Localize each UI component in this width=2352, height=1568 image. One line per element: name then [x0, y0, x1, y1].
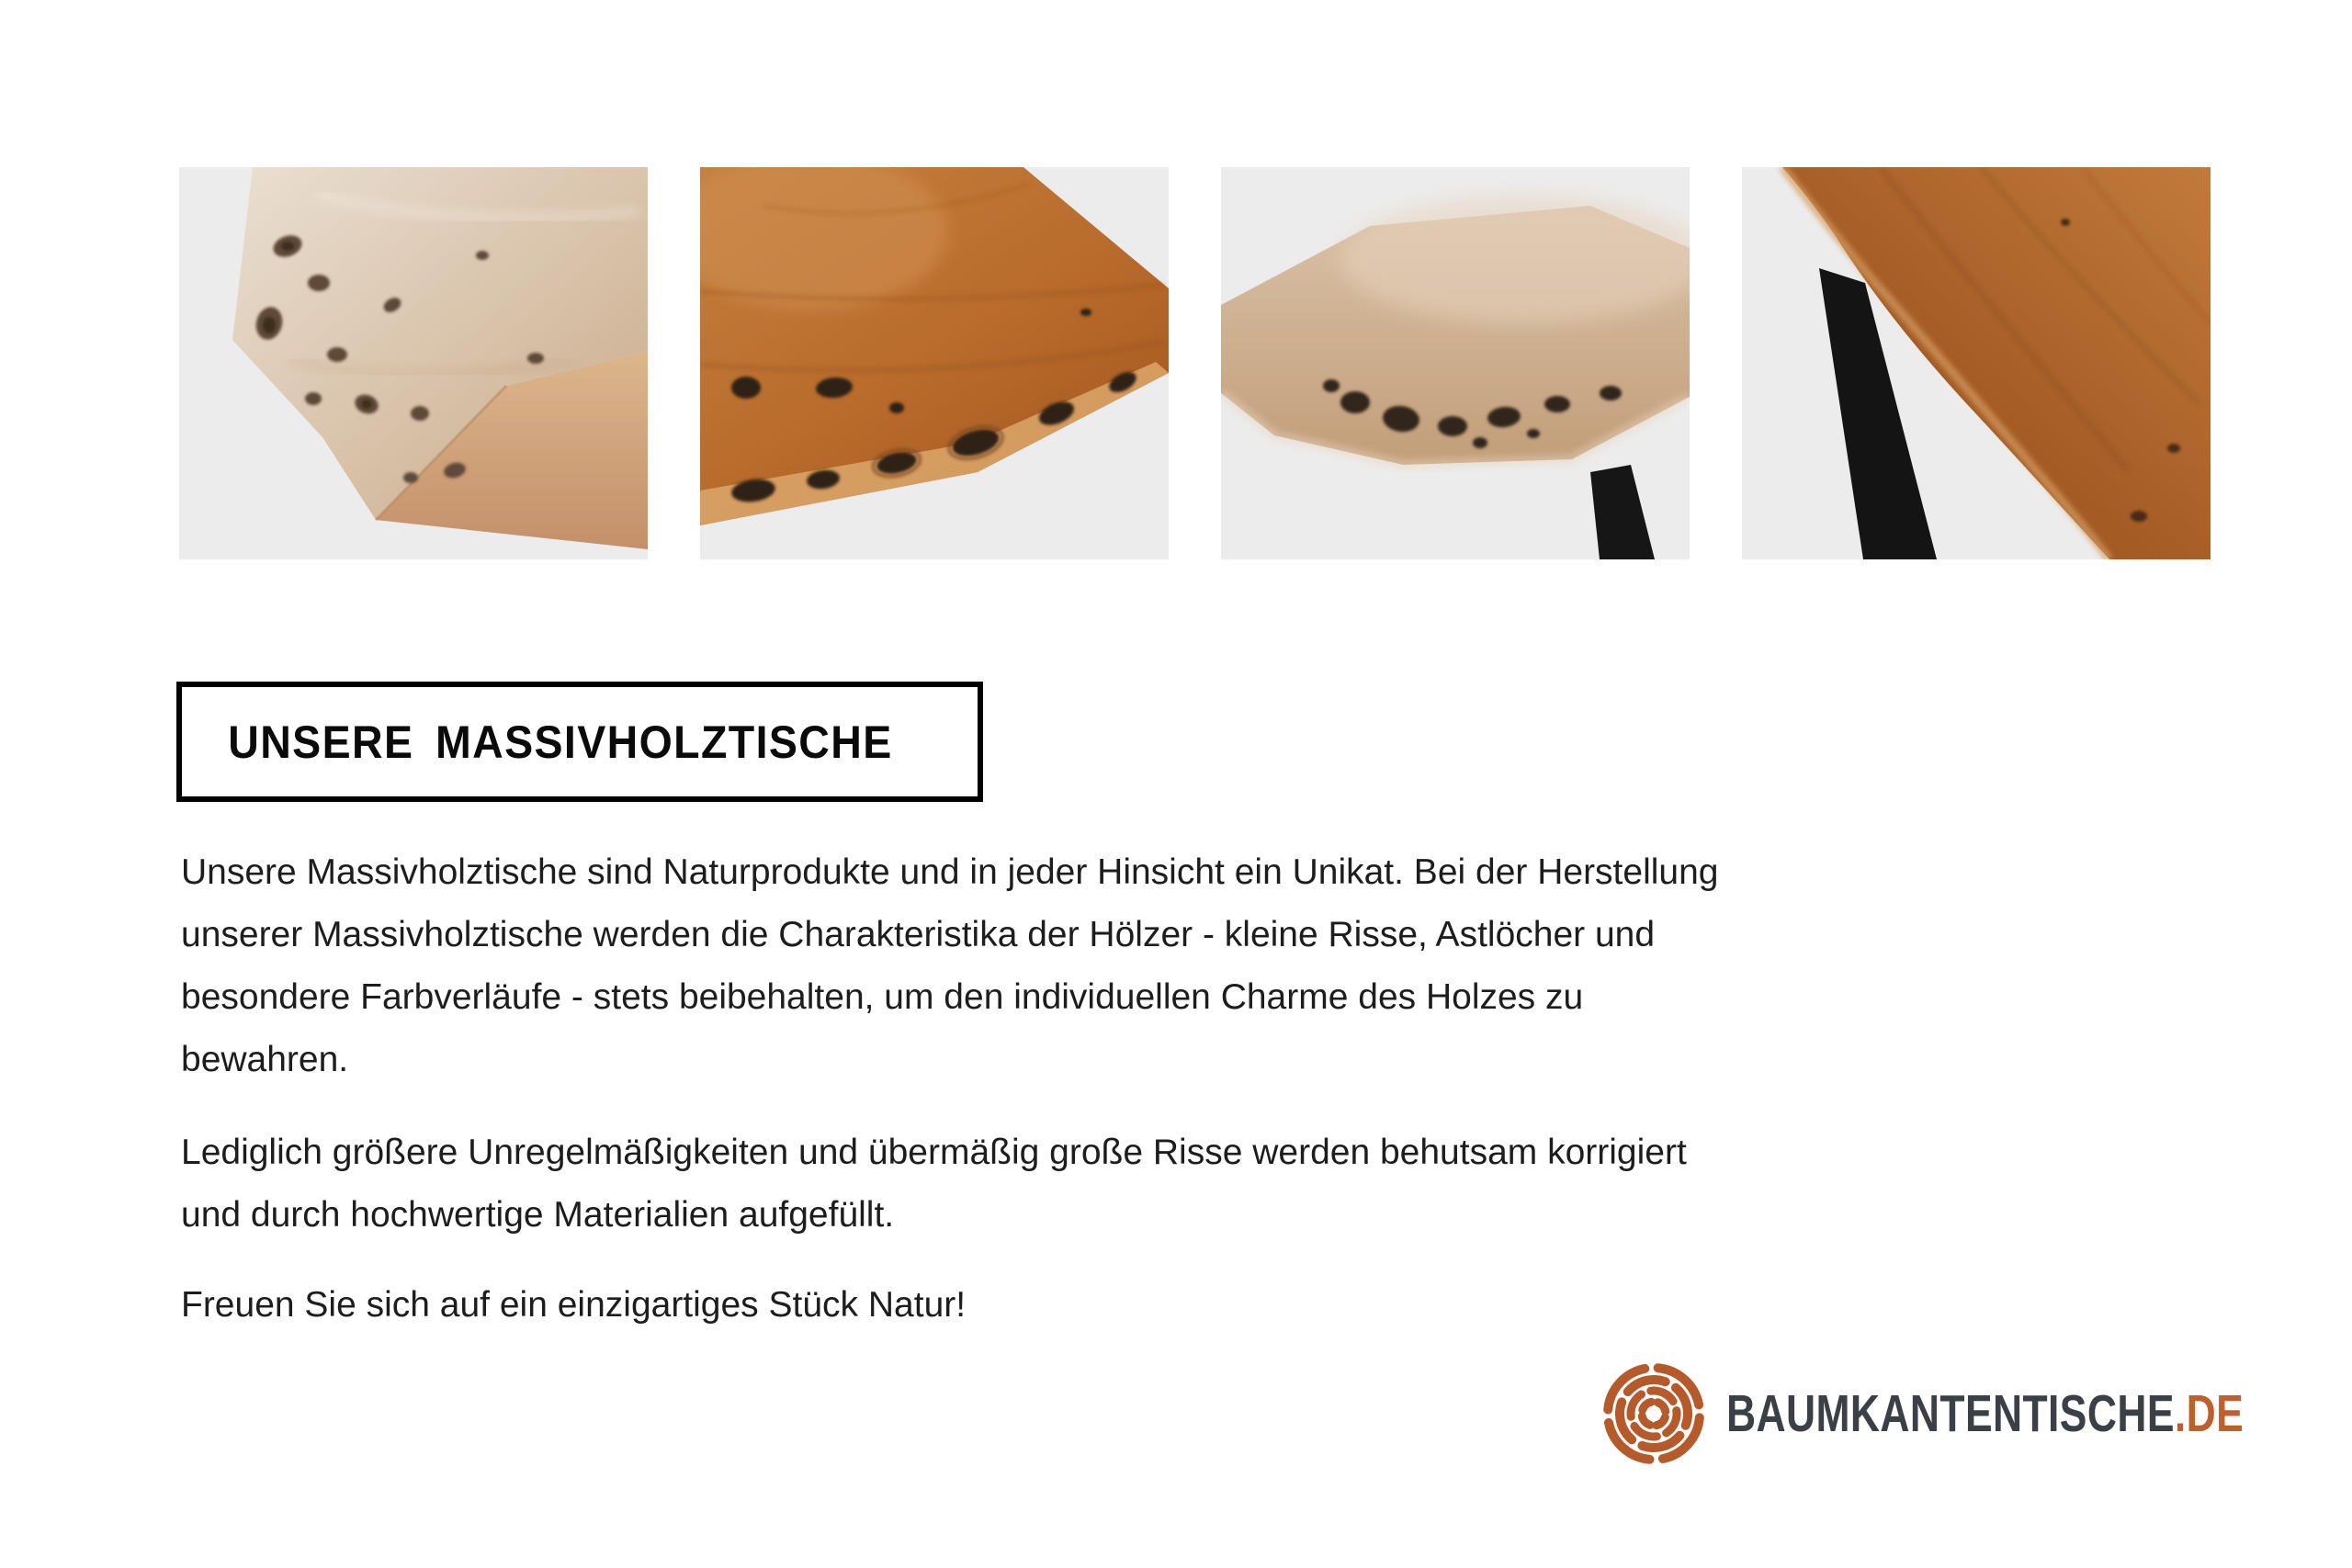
- wood-corner-light-photo: [179, 167, 648, 559]
- section-heading-box: [176, 682, 983, 802]
- paragraph-natur: Freuen Sie sich auf ein einzigartiges Stück Natur!: [181, 1285, 967, 1325]
- section-heading: UNSERE MASSIVHOLZTISCHE: [228, 716, 893, 768]
- brand-name: BAUMKANTENTISCHE: [1726, 1384, 2175, 1443]
- tree-rings-icon: [1601, 1361, 1706, 1466]
- product-photo-3: [1221, 167, 1690, 559]
- paragraph-korrektur: Lediglich größere Unregelmäßigkeiten und übermäßig große Risse werden behutsam korrigiert und durch hochwertige Materialien aufgefüllt.: [181, 1133, 1687, 1235]
- wood-top-knots-and-leg-photo: [1221, 167, 1690, 559]
- brand-tld: .DE: [2174, 1384, 2245, 1443]
- brand-logo: [1601, 1361, 2352, 1466]
- product-photo-4: [1742, 167, 2211, 559]
- product-photo-2: [700, 167, 1169, 559]
- wood-photo-gallery: [179, 167, 2211, 559]
- brand-wordmark: [1726, 1383, 2244, 1444]
- product-photo-1: [179, 167, 648, 559]
- description-text: [181, 841, 2184, 1337]
- wood-slab-live-edge-photo: [700, 167, 1169, 559]
- wood-slab-diagonal-leg-photo: [1742, 167, 2211, 559]
- paragraph-unikat: Unsere Massivholztische sind Naturprodukte und in jeder Hinsicht ein Unikat. Bei der Herstellung unserer Massivholztische werden die Charakteristika der Hölzer - kleine Risse, Astlöcher und besondere Farbverläufe - stets beibehalten, um den individuellen Charme des Holzes zu bewahren.: [181, 852, 1719, 1079]
